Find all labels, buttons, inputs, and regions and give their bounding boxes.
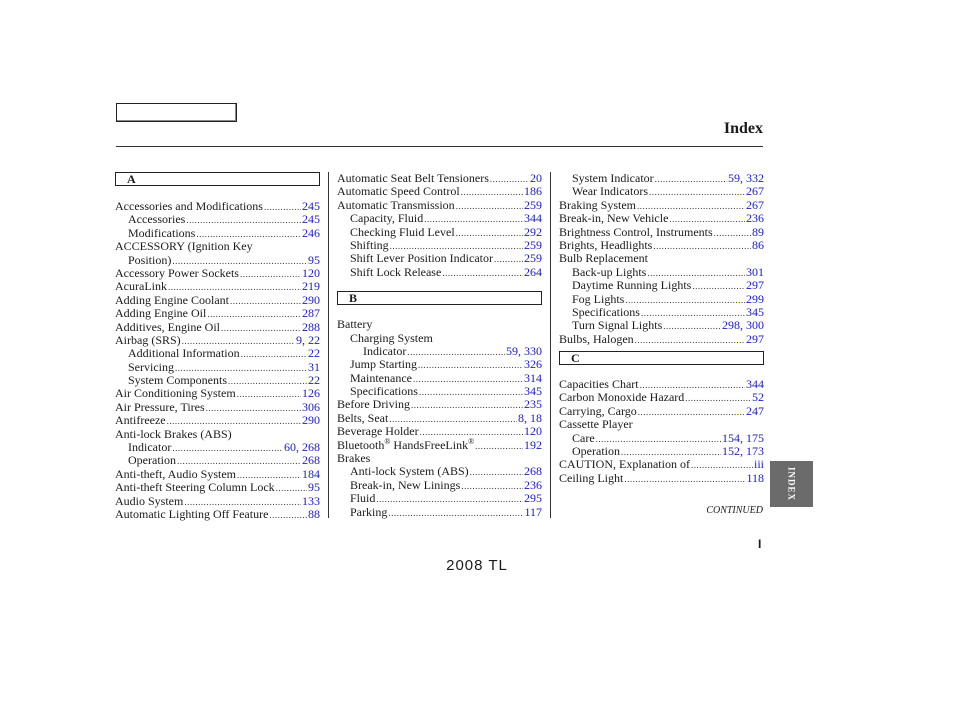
- page-link[interactable]: 154, 175: [722, 430, 764, 445]
- index-entry[interactable]: Shift Lever Position Indicator ..... 259: [337, 252, 542, 265]
- index-entry[interactable]: Position) ..... 95: [115, 254, 320, 267]
- index-entry[interactable]: Beverage Holder ..... 120: [337, 425, 542, 438]
- index-entry[interactable]: Operation ..... 268: [115, 454, 320, 467]
- page-link[interactable]: 299: [746, 291, 764, 306]
- index-entry[interactable]: Care ..... 154, 175: [559, 432, 764, 445]
- page-link[interactable]: 133: [302, 493, 320, 508]
- index-entry[interactable]: Antifreeze ..... 290: [115, 414, 320, 427]
- index-entry[interactable]: Specifications ..... 345: [337, 385, 542, 398]
- page-link[interactable]: 120: [302, 265, 320, 280]
- index-entry[interactable]: Air Pressure, Tires ..... 306: [115, 401, 320, 414]
- index-entry[interactable]: Operation ..... 152, 173: [559, 445, 764, 458]
- index-entry[interactable]: Fog Lights ..... 299: [559, 293, 764, 306]
- page-link[interactable]: 59, 330: [506, 343, 542, 358]
- index-column-1: [115, 172, 320, 521]
- page-link[interactable]: 301: [746, 264, 764, 279]
- index-entry[interactable]: Parking ..... 117: [337, 506, 542, 519]
- page-link[interactable]: 247: [746, 403, 764, 418]
- index-entry[interactable]: Break-in, New Vehicle ..... 236: [559, 212, 764, 225]
- page-link[interactable]: 268: [302, 453, 320, 468]
- page-link[interactable]: 259: [524, 237, 542, 252]
- column-divider: [328, 172, 329, 518]
- page-link[interactable]: 86: [752, 237, 764, 252]
- section-heading-b: B: [337, 291, 542, 305]
- page-link[interactable]: 118: [746, 470, 764, 485]
- section-heading-c: C: [559, 351, 764, 365]
- page-link[interactable]: 245: [302, 199, 320, 213]
- page-link[interactable]: 259: [524, 251, 542, 266]
- index-entry[interactable]: Daytime Running Lights ..... 297: [559, 279, 764, 292]
- page-link[interactable]: 60, 268: [284, 440, 320, 455]
- index-entry: Charging System: [350, 330, 433, 345]
- index-entry[interactable]: Back-up Lights ..... 301: [559, 266, 764, 279]
- page-link[interactable]: 20: [530, 171, 542, 185]
- index-entry[interactable]: Jump Starting ..... 326: [337, 358, 542, 371]
- index-entry[interactable]: Break-in, New Linings ..... 236: [337, 479, 542, 492]
- page-link[interactable]: 219: [302, 279, 320, 294]
- index-entry[interactable]: Before Driving ..... 235: [337, 398, 542, 411]
- index-side-tab[interactable]: [770, 461, 813, 507]
- page-link[interactable]: 298, 300: [722, 318, 764, 333]
- index-entry[interactable]: Carbon Monoxide Hazard ..... 52: [559, 391, 764, 404]
- index-entry[interactable]: Accessories and Modifications ..... 245: [115, 200, 320, 213]
- index-entry[interactable]: Belts, Seat ..... 8, 18: [337, 412, 542, 425]
- page-link[interactable]: 9, 22: [296, 332, 320, 347]
- page-link[interactable]: 246: [302, 225, 320, 240]
- page-link[interactable]: 264: [524, 264, 542, 279]
- index-column-3: [559, 172, 764, 485]
- index-entry[interactable]: Specifications ..... 345: [559, 306, 764, 319]
- index-entry[interactable]: Accessories ..... 245: [115, 213, 320, 226]
- page-link[interactable]: 236: [746, 211, 764, 226]
- index-entry[interactable]: Modifications ..... 246: [115, 227, 320, 240]
- page-link[interactable]: 259: [524, 197, 542, 212]
- page-link[interactable]: 22: [308, 373, 320, 388]
- index-entry[interactable]: Brights, Headlights ..... 86: [559, 239, 764, 252]
- page-link[interactable]: 52: [752, 390, 764, 405]
- index-entry[interactable]: Brightness Control, Instruments ..... 89: [559, 226, 764, 239]
- index-entry[interactable]: Bluetooth® HandsFreeLink® ..... 192: [337, 439, 542, 452]
- index-entry[interactable]: Checking Fluid Level ..... 292: [337, 226, 542, 239]
- page-link[interactable]: 267: [746, 184, 764, 199]
- page-link[interactable]: 344: [524, 211, 542, 226]
- index-entry[interactable]: Audio System ..... 133: [115, 495, 320, 508]
- title-divider: [116, 146, 763, 147]
- index-entry[interactable]: Additives, Engine Oil ..... 288: [115, 321, 320, 334]
- continued-note: CONTINUED: [706, 505, 763, 516]
- index-entry[interactable]: Capacity, Fluid ..... 344: [337, 212, 542, 225]
- index-entry[interactable]: Bulbs, Halogen ..... 297: [559, 333, 764, 346]
- index-entry[interactable]: Adding Engine Oil ..... 287: [115, 307, 320, 320]
- index-entry[interactable]: CAUTION, Explanation of ..... iii: [559, 458, 764, 471]
- index-entry[interactable]: Anti-theft, Audio System ..... 184: [115, 468, 320, 481]
- page-link[interactable]: 288: [302, 319, 320, 334]
- index-entry: Bulb Replacement: [559, 251, 648, 266]
- page-link[interactable]: 267: [746, 197, 764, 212]
- footer-model: 2008 TL: [446, 557, 508, 574]
- index-entry[interactable]: AcuraLink ..... 219: [115, 280, 320, 293]
- index-entry[interactable]: Indicator ..... 59, 330: [337, 345, 542, 358]
- page-link[interactable]: 297: [746, 331, 764, 346]
- chapter-tab-box: [116, 103, 237, 122]
- page-link[interactable]: 120: [524, 424, 542, 439]
- page-link[interactable]: 287: [302, 306, 320, 321]
- page-link[interactable]: 268: [524, 464, 542, 479]
- index-entry[interactable]: Carrying, Cargo ..... 247: [559, 405, 764, 418]
- index-entry[interactable]: System Components ..... 22: [115, 374, 320, 387]
- index-entry[interactable]: Servicing ..... 31: [115, 361, 320, 374]
- page-link[interactable]: 295: [524, 491, 542, 506]
- index-entry[interactable]: Wear Indicators ..... 267: [559, 185, 764, 198]
- page-link[interactable]: 31: [308, 359, 320, 374]
- page-link[interactable]: 235: [524, 397, 542, 412]
- page-link[interactable]: 290: [302, 292, 320, 307]
- page-link[interactable]: 126: [302, 386, 320, 401]
- index-entry[interactable]: Capacities Chart ..... 344: [559, 378, 764, 391]
- index-entry[interactable]: Automatic Seat Belt Tensioners ..... 20: [337, 172, 542, 185]
- index-entry[interactable]: Anti-theft Steering Column Lock ..... 95: [115, 481, 320, 494]
- index-entry[interactable]: Indicator ..... 60, 268: [115, 441, 320, 454]
- page-link[interactable]: 95: [308, 480, 320, 495]
- page-link[interactable]: 59, 332: [728, 171, 764, 185]
- section-heading-a: A: [115, 172, 320, 186]
- index-entry[interactable]: Airbag (SRS) ..... 9, 22: [115, 334, 320, 347]
- index-entry[interactable]: Maintenance ..... 314: [337, 372, 542, 385]
- column-divider: [550, 172, 551, 518]
- page-link[interactable]: 8, 18: [518, 410, 542, 425]
- index-entry: Anti-lock Brakes (ABS): [115, 426, 232, 441]
- index-entry[interactable]: Shift Lock Release ..... 264: [337, 266, 542, 279]
- page-link[interactable]: 117: [524, 504, 542, 519]
- index-entry[interactable]: Ceiling Light ..... 118: [559, 472, 764, 485]
- page-link[interactable]: 292: [524, 224, 542, 239]
- index-entry[interactable]: Air Conditioning System ..... 126: [115, 387, 320, 400]
- side-tab-label: INDEX: [786, 466, 797, 501]
- page-link[interactable]: 152, 173: [722, 444, 764, 459]
- page-link[interactable]: 344: [746, 377, 764, 392]
- index-entry[interactable]: System Indicator ..... 59, 332: [559, 172, 764, 185]
- page-link[interactable]: 95: [308, 252, 320, 267]
- index-entry: Cassette Player: [559, 417, 633, 432]
- page-link[interactable]: 314: [524, 370, 542, 385]
- index-entry[interactable]: Shifting ..... 259: [337, 239, 542, 252]
- page-number: I: [758, 537, 762, 551]
- index-entry[interactable]: Adding Engine Coolant ..... 290: [115, 294, 320, 307]
- index-entry[interactable]: Automatic Speed Control ..... 186: [337, 185, 542, 198]
- index-entry[interactable]: Turn Signal Lights ..... 298, 300: [559, 319, 764, 332]
- page-title: Index: [723, 120, 763, 137]
- page-link[interactable]: 236: [524, 477, 542, 492]
- page-link[interactable]: 245: [302, 212, 320, 227]
- page-link[interactable]: 345: [746, 304, 764, 319]
- index-entry: ACCESSORY (Ignition Key: [115, 239, 253, 254]
- page-link[interactable]: 306: [302, 399, 320, 414]
- page-link[interactable]: 345: [524, 384, 542, 399]
- index-entry: Battery: [337, 317, 373, 332]
- page-link[interactable]: 297: [746, 278, 764, 293]
- page-link[interactable]: 88: [308, 506, 320, 521]
- index-entry[interactable]: Automatic Transmission ..... 259: [337, 199, 542, 212]
- index-entry[interactable]: Accessory Power Sockets ..... 120: [115, 267, 320, 280]
- index-entry: Brakes: [337, 451, 371, 466]
- index-entry[interactable]: Fluid ..... 295: [337, 492, 542, 505]
- index-entry[interactable]: Automatic Lighting Off Feature ..... 88: [115, 508, 320, 521]
- page-link[interactable]: 184: [302, 466, 320, 481]
- page-link[interactable]: iii: [753, 457, 764, 472]
- index-column-2: [337, 172, 542, 519]
- page-link[interactable]: 186: [524, 184, 542, 199]
- page-link[interactable]: 89: [752, 224, 764, 239]
- page-link[interactable]: 192: [524, 437, 542, 452]
- index-entry[interactable]: Braking System ..... 267: [559, 199, 764, 212]
- page-link[interactable]: 326: [524, 357, 542, 372]
- page-link[interactable]: 22: [308, 346, 320, 361]
- index-entry[interactable]: Additional Information ..... 22: [115, 347, 320, 360]
- index-entry[interactable]: Anti-lock System (ABS) ..... 268: [337, 465, 542, 478]
- page-link[interactable]: 290: [302, 413, 320, 428]
